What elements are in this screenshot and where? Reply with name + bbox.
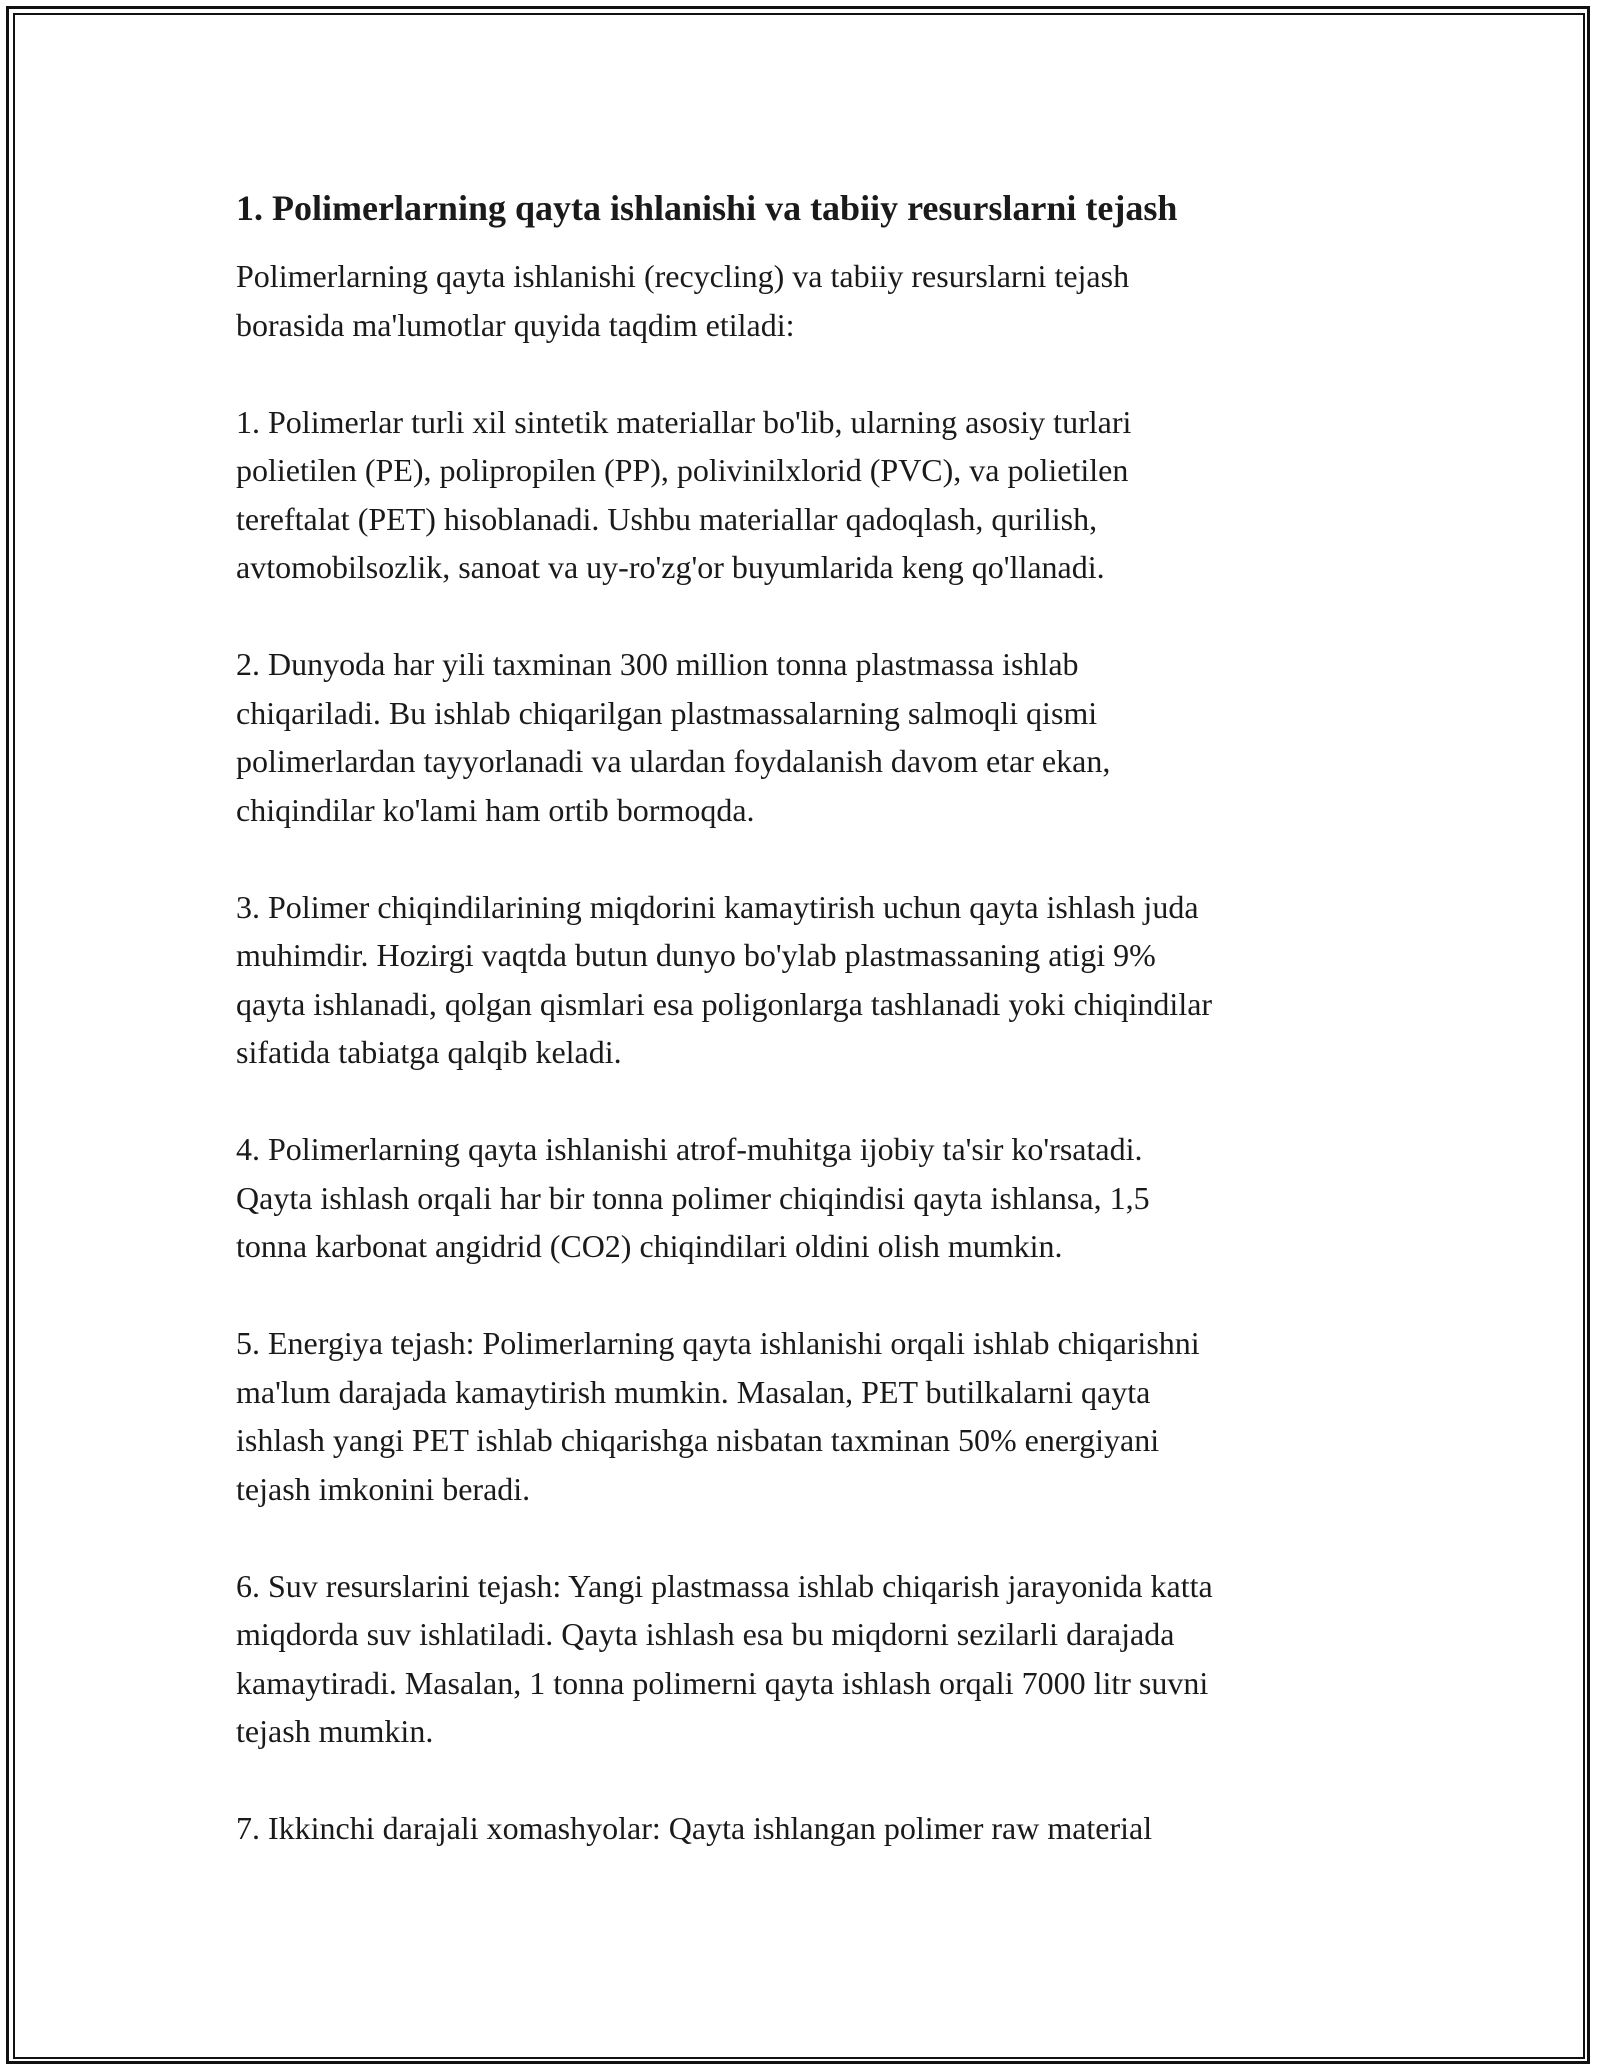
paragraph-line: borasida ma'lumotlar quyida taqdim etiladi:: [236, 306, 795, 343]
paragraph-line: chiqariladi. Bu ishlab chiqarilgan plastmassalarning salmoqli qismi: [236, 694, 1098, 731]
paragraph-line: 5. Energiya tejash: Polimerlarning qayta ishlanishi orqali ishlab chiqarishni: [236, 1325, 1200, 1361]
paragraph-line: miqdorda suv ishlatiladi. Qayta ishlash esa bu miqdorni sezilarli darajada: [236, 1616, 1175, 1652]
paragraph-item-4: [236, 1125, 1386, 1271]
paragraph-item-1: [236, 398, 1386, 592]
paragraph-line: tonna karbonat angidrid (CO2) chiqindilari oldini olish mumkin.: [236, 1228, 1063, 1264]
paragraph-line: polietilen (PE), polipropilen (PP), polivinilxlorid (PVC), va polietilen: [236, 452, 1129, 488]
paragraph-line: 6. Suv resurslarini tejash: Yangi plastmassa ishlab chiqarish jarayonida katta: [236, 1567, 1213, 1604]
paragraph-line: kamaytiradi. Masalan, 1 tonna polimerni qayta ishlash orqali 7000 litr suvni: [236, 1664, 1209, 1701]
paragraph-item-7: [236, 1804, 1386, 1853]
paragraph-line: avtomobilsozlik, sanoat va uy-ro'zg'or buyumlarida keng qo'llanadi.: [236, 549, 1105, 585]
paragraph-line: chiqindilar ko'lami ham ortib bormoqda.: [236, 791, 755, 828]
paragraph-line: 3. Polimer chiqindilarining miqdorini kamaytirish uchun qayta ishlash juda: [236, 888, 1199, 925]
paragraph-item-2: [236, 640, 1386, 834]
paragraph-line: ishlash yangi PET ishlab chiqarishga nisbatan taxminan 50% energiyani: [236, 1422, 1160, 1458]
paragraph-line: ma'lum darajada kamaytirish mumkin. Masalan, PET butilkalarni qayta: [236, 1373, 1151, 1410]
paragraph-line: muhimdir. Hozirgi vaqtda butun dunyo bo'ylab plastmassaning atigi 9%: [236, 937, 1156, 973]
paragraph-line: polimerlardan tayyorlanadi va ulardan foydalanish davom etar ekan,: [236, 743, 1111, 779]
document-heading: 1. Polimerlarning qayta ishlanishi va tabiiy resurslarni tejash: [236, 188, 1178, 228]
paragraph-item-6: [236, 1562, 1386, 1756]
paragraph-line: 7. Ikkinchi darajali xomashyolar: Qayta ishlangan polimer raw material: [236, 1810, 1153, 1846]
paragraph-line: tejash imkonini beradi.: [236, 1470, 531, 1507]
paragraph-item-3: [236, 883, 1386, 1077]
paragraph-line: 4. Polimerlarning qayta ishlanishi atrof-muhitga ijobiy ta'sir ko'rsatadi.: [236, 1131, 1143, 1167]
paragraph-line: sifatida tabiatga qalqib keladi.: [236, 1034, 622, 1070]
document-body: [236, 184, 1386, 1853]
paragraph-line: tejash mumkin.: [236, 1713, 434, 1749]
paragraph-line: qayta ishlanadi, qolgan qismlari esa poligonlarga tashlanadi yoki chiqindilar: [236, 985, 1213, 1022]
paragraph-line: 1. Polimerlar turli xil sintetik materiallar bo'lib, ularning asosiy turlari: [236, 403, 1132, 440]
paragraph-line: tereftalat (PET) hisoblanadi. Ushbu materiallar qadoqlash, qurilish,: [236, 500, 1098, 537]
paragraph-item-5: [236, 1319, 1386, 1513]
paragraph-line: Qayta ishlash orqali har bir tonna polimer chiqindisi qayta ishlansa, 1,5: [236, 1179, 1150, 1216]
paragraph-line: Polimerlarning qayta ishlanishi (recycling) va tabiiy resurslarni tejash: [236, 258, 1130, 294]
intro-paragraph: [236, 252, 1386, 349]
paragraph-line: 2. Dunyoda har yili taxminan 300 million tonna plastmassa ishlab: [236, 646, 1079, 682]
